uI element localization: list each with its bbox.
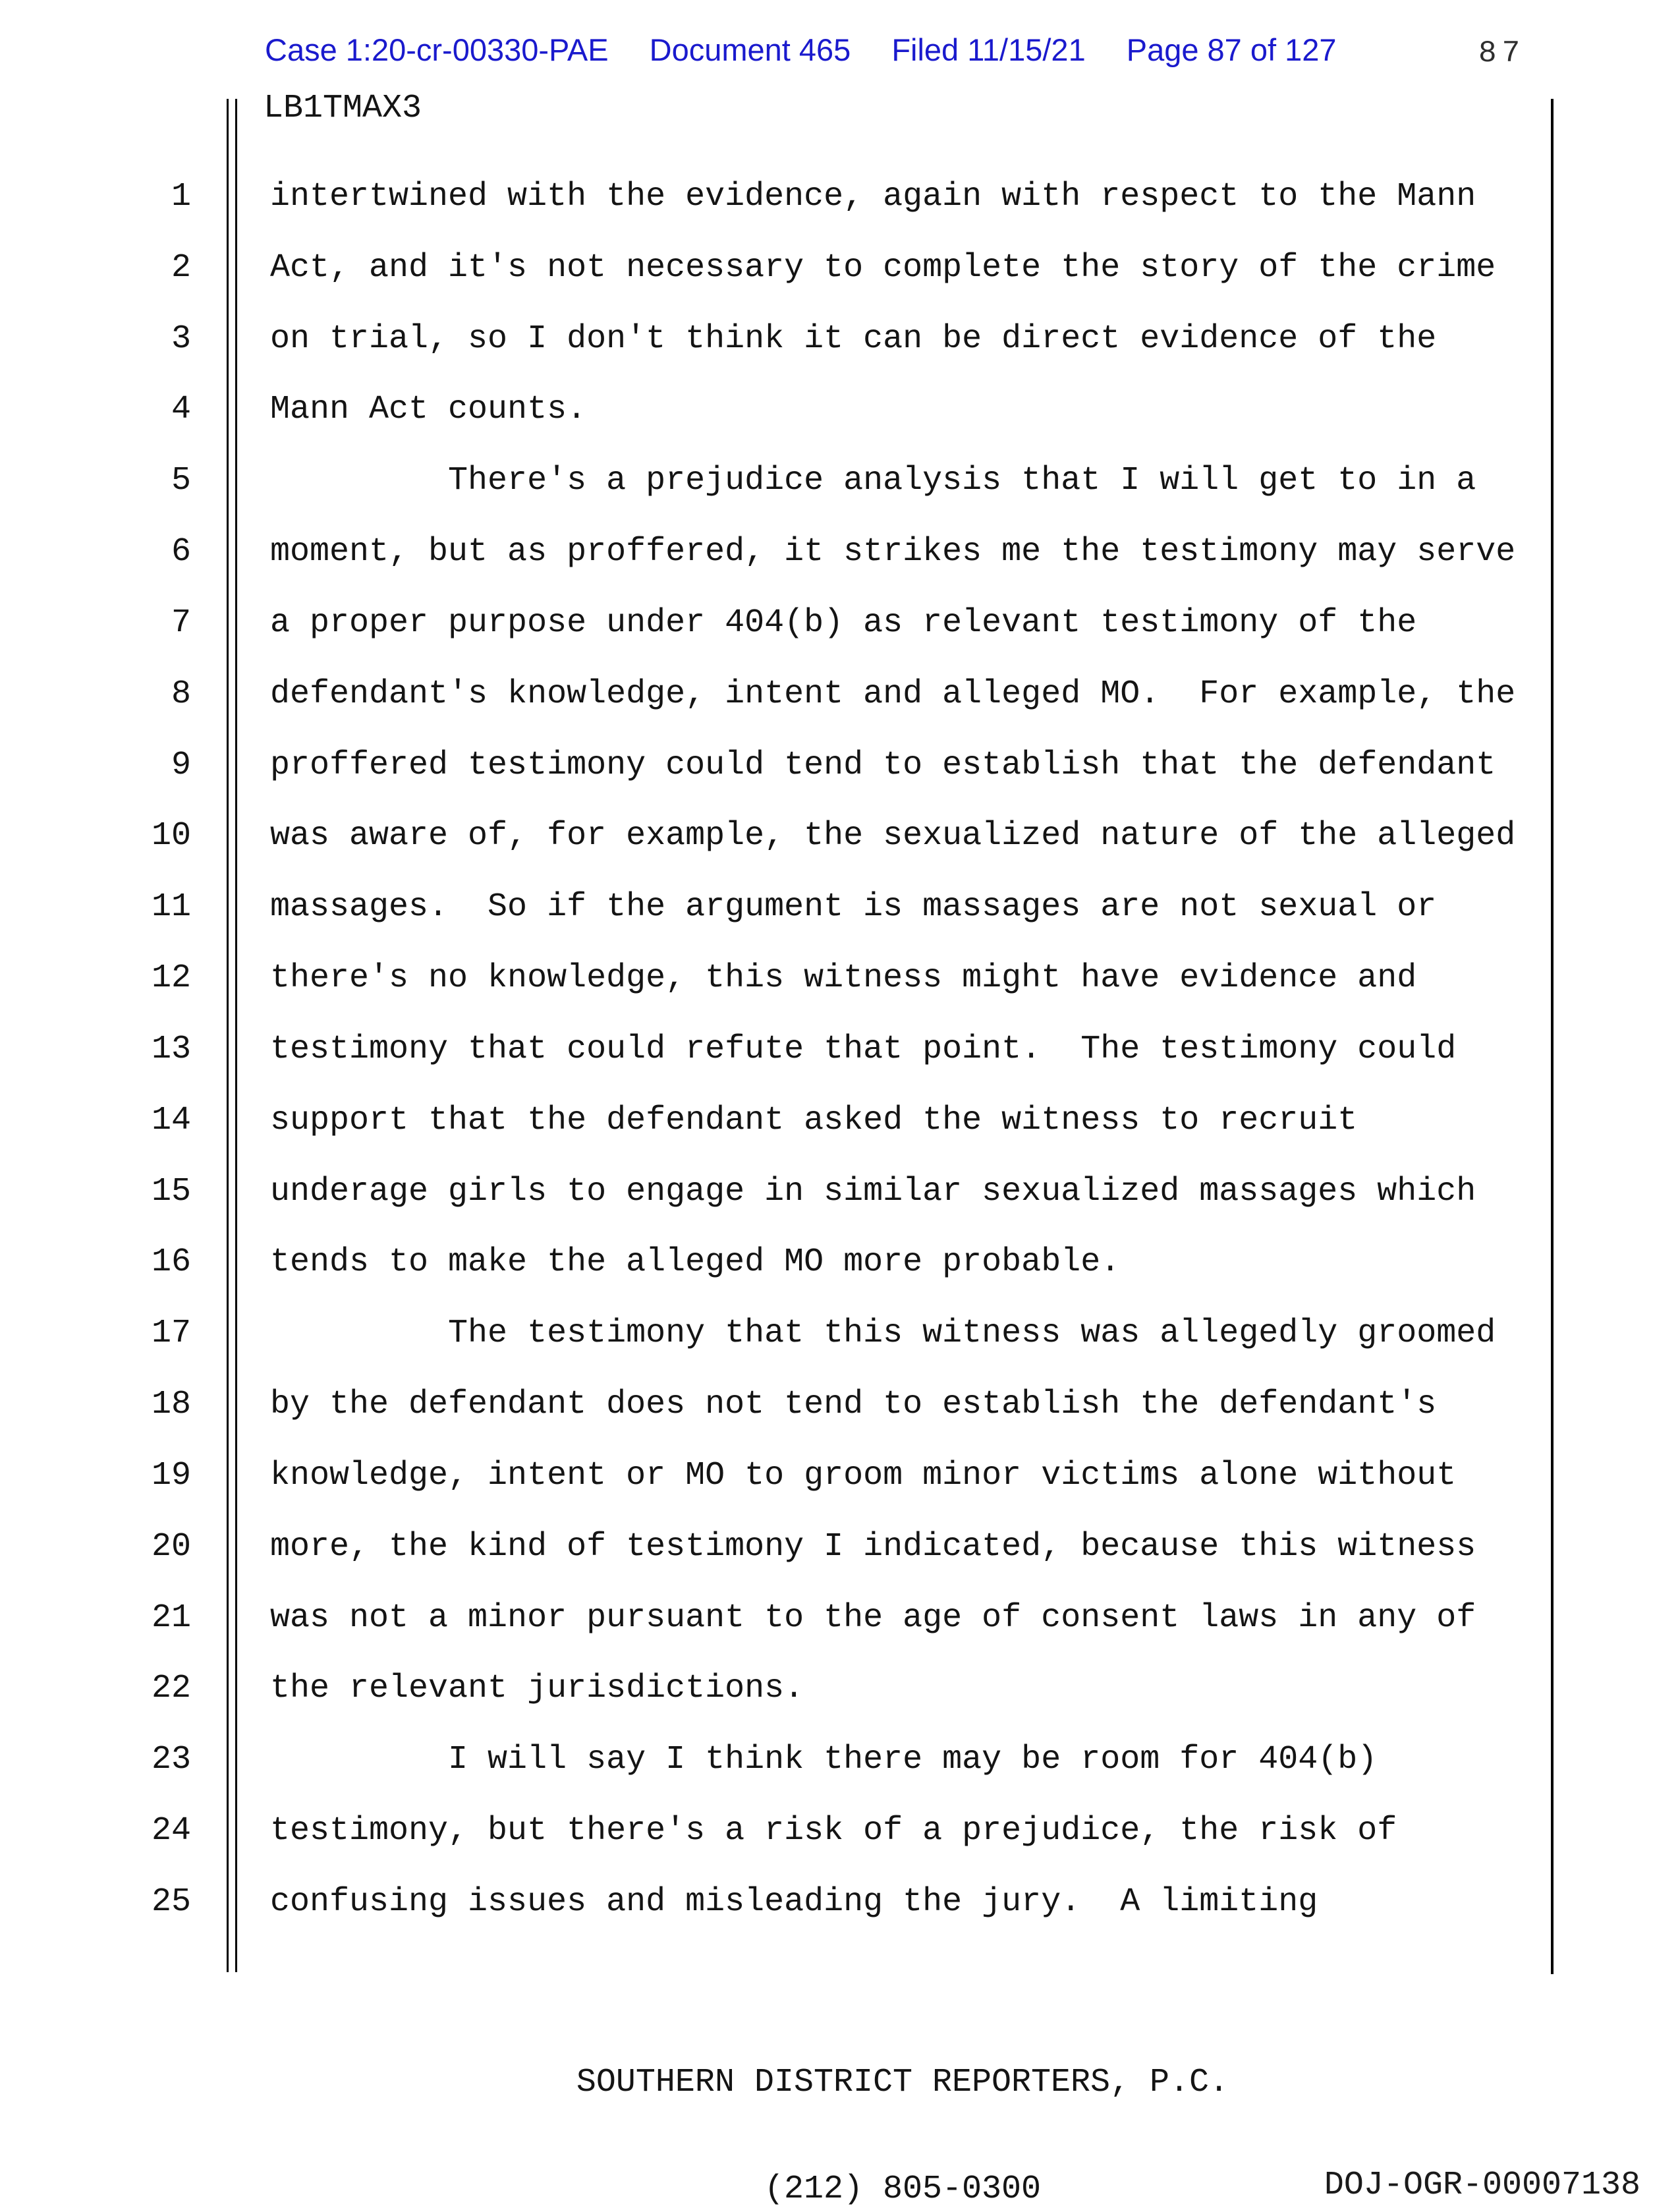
- line-text: underage girls to engage in similar sexualized massages which: [270, 1172, 1476, 1210]
- line-text: confusing issues and misleading the jury. A limiting: [270, 1883, 1318, 1921]
- transcript-line: [0, 1456, 1680, 1494]
- line-number: 20: [151, 1527, 191, 1566]
- header-page-of: Page 87 of 127: [1126, 32, 1337, 67]
- line-text: There's a prejudice analysis that I will get to in a: [270, 462, 1476, 500]
- line-text: there's no knowledge, this witness might have evidence and: [270, 959, 1417, 998]
- reporter-name: SOUTHERN DISTRICT REPORTERS, P.C.: [576, 2064, 1229, 2101]
- line-number: 16: [151, 1243, 191, 1282]
- line-text: support that the defendant asked the witness to recruit: [270, 1101, 1358, 1139]
- line-text: testimony, but there's a risk of a prejudice, the risk of: [270, 1812, 1397, 1850]
- line-number: 23: [151, 1741, 191, 1779]
- line-text: was not a minor pursuant to the age of consent laws in any of: [270, 1599, 1476, 1637]
- transcript-line: [0, 1030, 1680, 1068]
- line-text: Act, and it's not necessary to complete the story of the crime: [270, 248, 1496, 287]
- reporter-phone: (212) 805-0300: [764, 2170, 1042, 2208]
- line-number: 5: [171, 462, 191, 500]
- header-filed-date: Filed 11/15/21: [891, 32, 1086, 67]
- line-text: by the defendant does not tend to establish the defendant's: [270, 1386, 1437, 1424]
- line-text: was aware of, for example, the sexualized nature of the alleged: [270, 817, 1516, 855]
- line-text: proffered testimony could tend to establish that the defendant: [270, 746, 1496, 784]
- transcript-line: [0, 675, 1680, 713]
- line-number: 19: [151, 1456, 191, 1494]
- header-case-caption: Case 1:20-cr-00330-PAE: [265, 32, 609, 67]
- transcript-line: [0, 320, 1680, 358]
- line-text: I will say I think there may be room for 404(b): [270, 1741, 1378, 1779]
- line-number: 4: [171, 391, 191, 429]
- line-text: Mann Act counts.: [270, 391, 587, 429]
- line-text: knowledge, intent or MO to groom minor victims alone without: [270, 1456, 1457, 1494]
- line-text: intertwined with the evidence, again with respect to the Mann: [270, 178, 1476, 215]
- line-text: massages. So if the argument is massages are not sexual or: [270, 888, 1437, 926]
- transcript-line: [0, 604, 1680, 642]
- transcript-line: [0, 178, 1680, 215]
- line-text: on trial, so I don't think it can be direct evidence of the: [270, 320, 1437, 358]
- line-number: 3: [171, 320, 191, 358]
- line-number: 9: [171, 746, 191, 784]
- line-text: The testimony that this witness was allegedly groomed: [270, 1315, 1496, 1353]
- line-text: the relevant jurisdictions.: [270, 1670, 804, 1708]
- line-number: 13: [151, 1030, 191, 1068]
- line-number: 17: [151, 1315, 191, 1353]
- transcript-line: [0, 1599, 1680, 1637]
- transcript-line: [0, 462, 1680, 500]
- transcript-line: [0, 1317, 1680, 1351]
- transcript-line: [0, 1812, 1680, 1850]
- bates-number: DOJ-OGR-00007138: [1324, 2167, 1640, 2204]
- transcript-line: [0, 1883, 1680, 1921]
- transcript-line: [0, 1388, 1680, 1423]
- line-number: 2: [171, 248, 191, 287]
- transcript-line: [0, 393, 1680, 428]
- transcript-line: [0, 817, 1680, 855]
- transcript-line: [0, 1527, 1680, 1566]
- line-text: a proper purpose under 404(b) as relevant testimony of the: [270, 604, 1417, 642]
- line-number: 11: [151, 888, 191, 926]
- line-text: more, the kind of testimony I indicated, because this witness: [270, 1527, 1476, 1566]
- line-text: moment, but as proffered, it strikes me the testimony may serve: [270, 533, 1516, 571]
- transcript-line: [0, 959, 1680, 998]
- transcript-line: [0, 888, 1680, 926]
- page-number: 87: [1478, 36, 1526, 71]
- transcript-line: [0, 1172, 1680, 1210]
- line-number: 8: [171, 675, 191, 713]
- transcript-id: LB1TMAX3: [264, 90, 422, 127]
- line-number: 15: [151, 1172, 191, 1210]
- transcript-line: [0, 533, 1680, 571]
- line-number: 24: [151, 1812, 191, 1850]
- line-number: 7: [171, 604, 191, 642]
- line-number: 25: [151, 1883, 191, 1921]
- line-number: 12: [151, 959, 191, 998]
- line-text: testimony that could refute that point. The testimony could: [270, 1030, 1457, 1068]
- line-number: 10: [151, 817, 191, 855]
- line-number: 22: [151, 1670, 191, 1708]
- line-number: 14: [151, 1101, 191, 1139]
- header-document-number: Document 465: [649, 32, 851, 67]
- transcript-line: [0, 248, 1680, 287]
- ecf-header-stamp: [265, 34, 1337, 65]
- line-text: tends to make the alleged MO more probable.: [270, 1243, 1121, 1282]
- transcript-line: [0, 1243, 1680, 1282]
- transcript-line: [0, 1741, 1680, 1779]
- line-number: 1: [171, 178, 191, 215]
- transcript-line: [0, 1101, 1680, 1139]
- transcript-line: [0, 1672, 1680, 1707]
- line-number: 6: [171, 533, 191, 571]
- line-text: defendant's knowledge, intent and alleged MO. For example, the: [270, 675, 1516, 713]
- transcript-line: [0, 746, 1680, 784]
- line-number: 21: [151, 1599, 191, 1637]
- line-number: 18: [151, 1386, 191, 1424]
